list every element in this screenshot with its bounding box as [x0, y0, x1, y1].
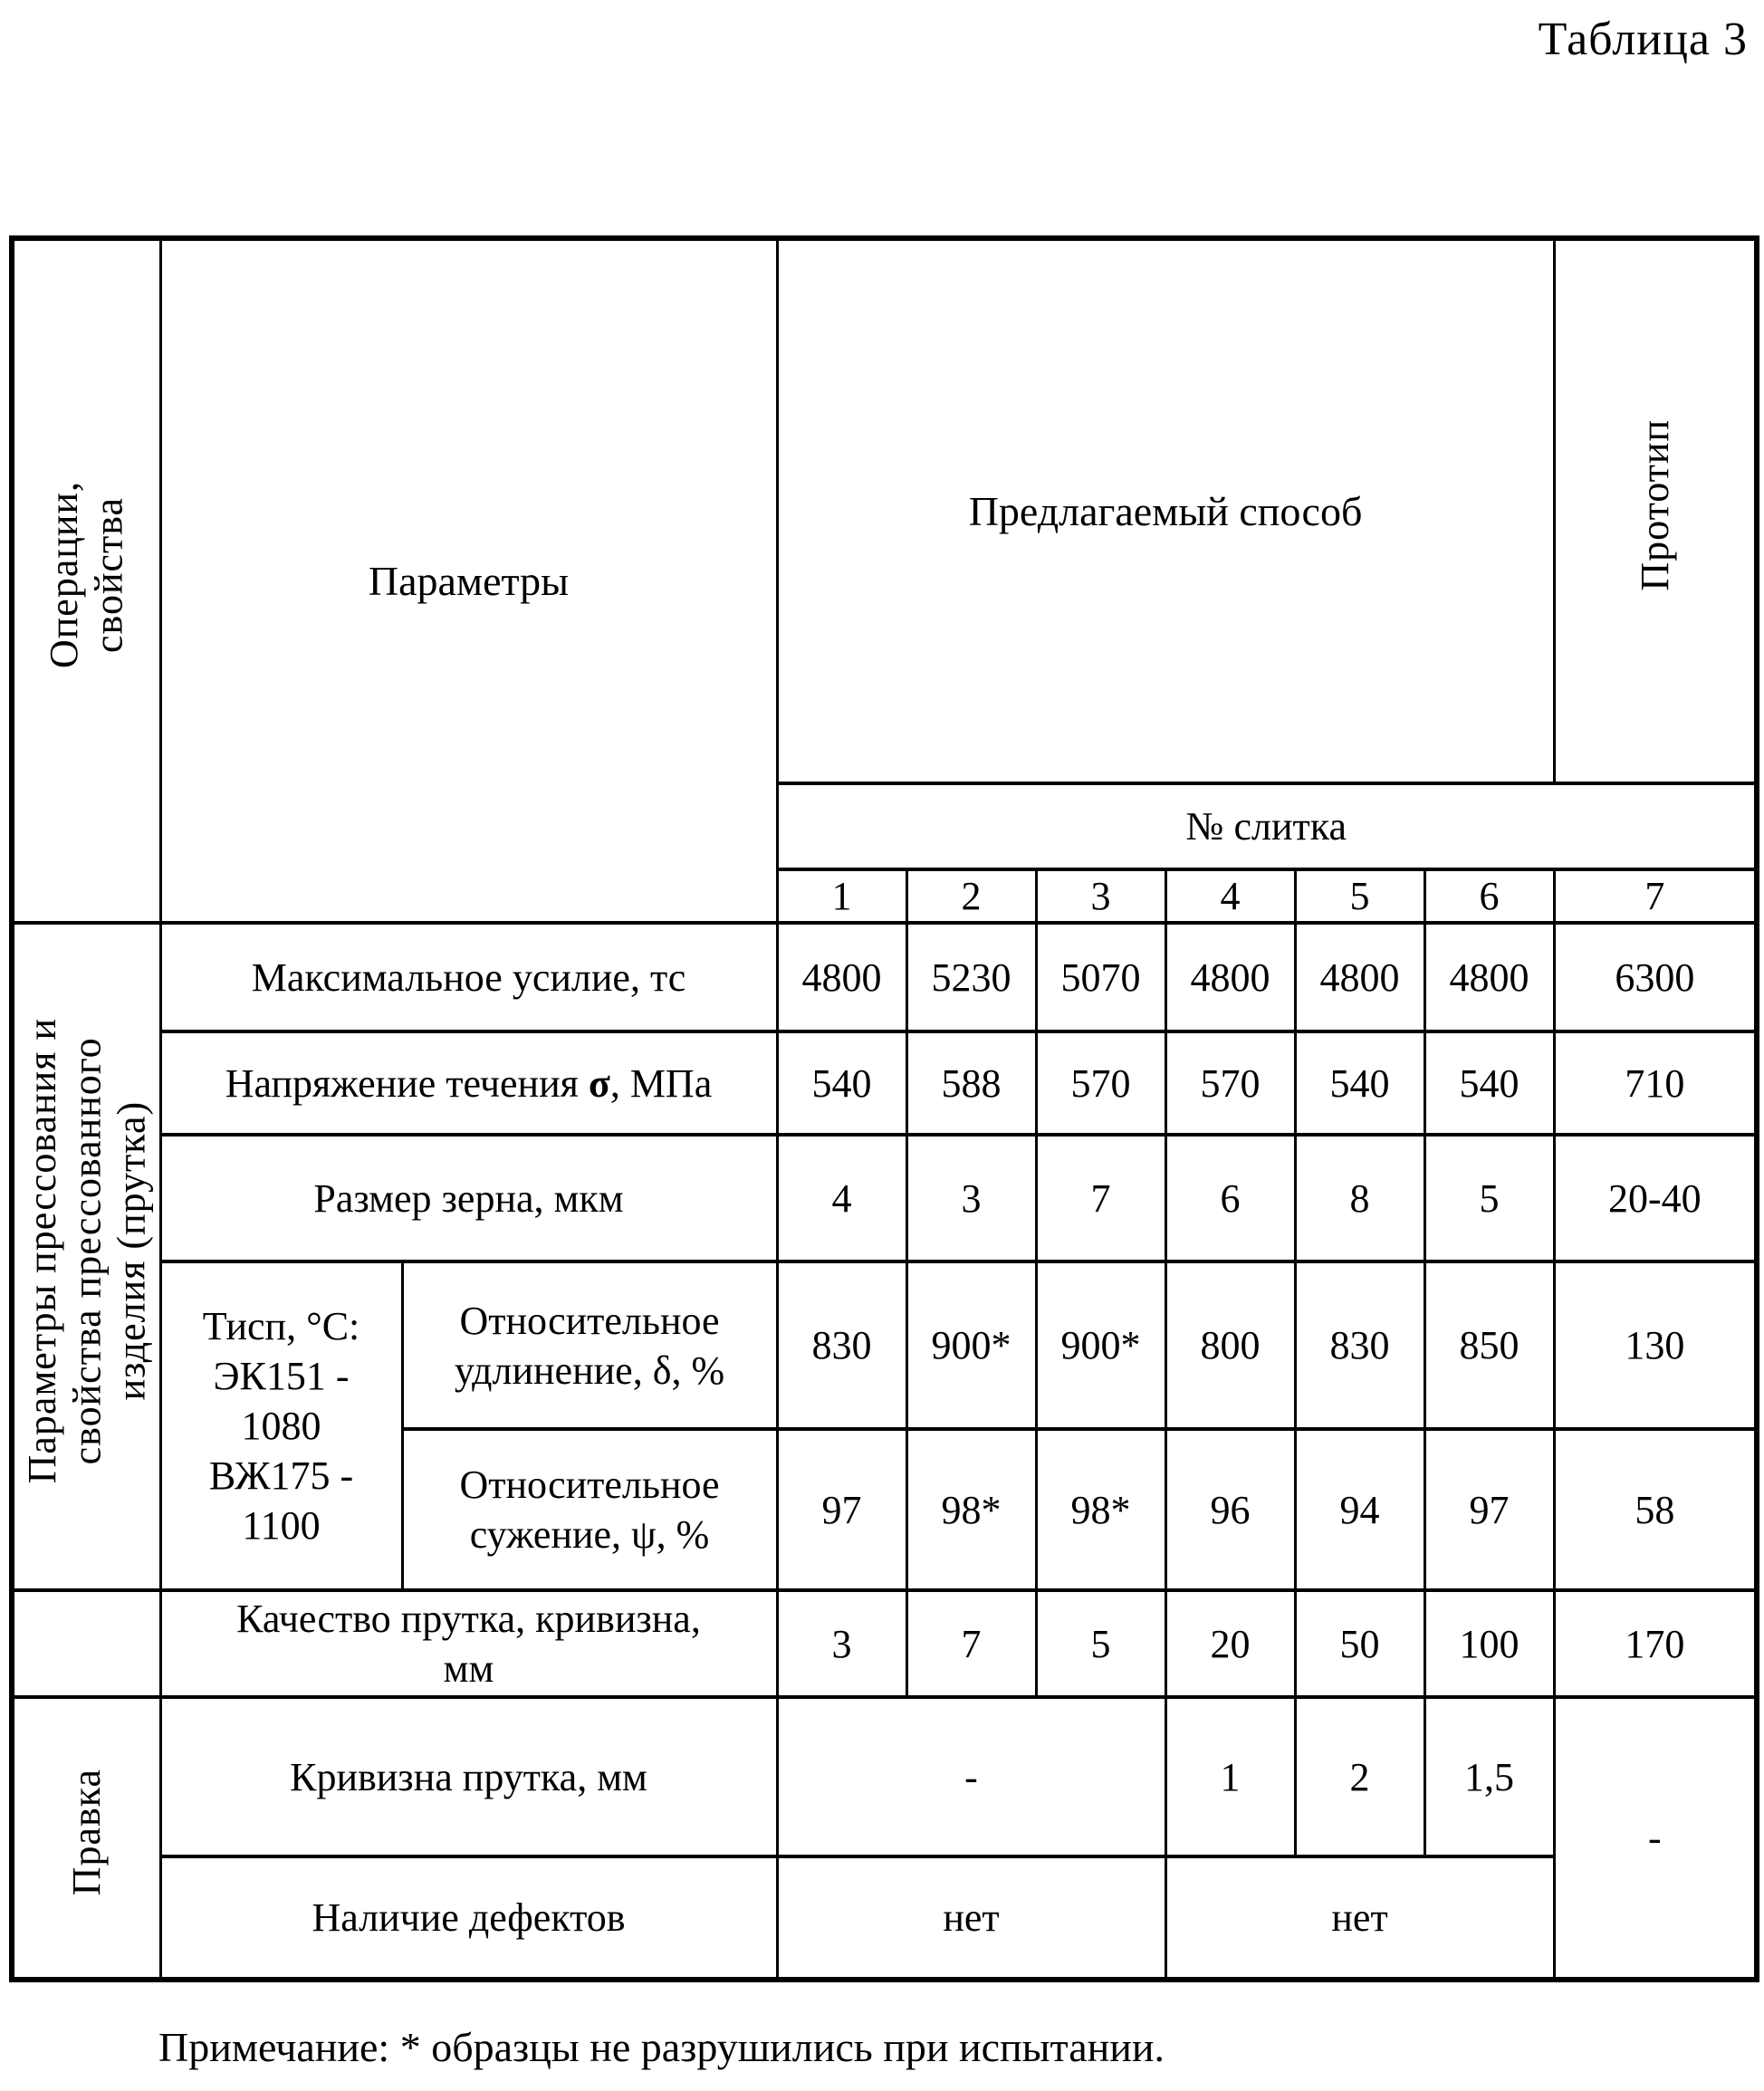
table-cell: 540	[1424, 1031, 1554, 1135]
table-cell: 96	[1165, 1429, 1295, 1590]
table-title: Таблица 3	[1538, 14, 1748, 65]
ingot-number-header: № слитка	[777, 783, 1757, 869]
table-cell: 4800	[1424, 923, 1554, 1031]
grain-size-row	[12, 1135, 1757, 1261]
header-parameters-cell: Параметры	[160, 238, 777, 923]
row-label-flow-stress	[160, 1031, 777, 1135]
row-label-defects: Наличие дефектов	[160, 1856, 777, 1980]
table-cell: 850	[1424, 1261, 1554, 1429]
table-cell: 3	[906, 1135, 1036, 1261]
ingot-number: 1	[777, 869, 906, 923]
results-table	[9, 235, 1759, 1982]
ingot-number: 3	[1036, 869, 1165, 923]
row-label-curvature: Кривизна прутка, мм	[160, 1697, 777, 1856]
table-cell: 100	[1424, 1590, 1554, 1697]
table-cell: 20-40	[1554, 1135, 1757, 1261]
flow-stress-row	[12, 1031, 1757, 1135]
header-row	[12, 238, 1757, 783]
header-operations-cell	[12, 238, 160, 923]
sidebar-pressing-cell	[12, 923, 160, 1590]
table-cell: 1	[1165, 1697, 1295, 1856]
table-cell: 5070	[1036, 923, 1165, 1031]
row-label-reduction: Относительное сужение, ψ, %	[402, 1429, 777, 1590]
table-cell: 97	[1424, 1429, 1554, 1590]
elongation-row	[12, 1261, 1757, 1429]
sidebar-pressing-label: Параметры прессования и свойства прессованного изделия (прутка)	[19, 1017, 154, 1484]
ingot-number: 6	[1424, 869, 1554, 923]
table-cell: 7	[1036, 1135, 1165, 1261]
table-cell: 1,5	[1424, 1697, 1554, 1856]
table-cell: 830	[1295, 1261, 1424, 1429]
row-label-quality: Качество прутка, кривизна, мм	[160, 1590, 777, 1697]
row-label-elongation: Относительное удлинение, δ, %	[402, 1261, 777, 1429]
max-force-row	[12, 923, 1757, 1031]
table-cell: 900*	[906, 1261, 1036, 1429]
header-prototype-label: Прототип	[1632, 419, 1677, 591]
header-operations-label: Операции, свойства	[42, 481, 131, 669]
table-cell: 4	[777, 1135, 906, 1261]
table-cell: 6300	[1554, 923, 1757, 1031]
table-cell: 900*	[1036, 1261, 1165, 1429]
sigma-symbol: σ	[588, 1060, 610, 1106]
flow-stress-label-post: , МПа	[609, 1060, 713, 1106]
table-cell-dash: -	[777, 1697, 1165, 1856]
table-cell: 4800	[1295, 923, 1424, 1031]
table-cell: 50	[1295, 1590, 1424, 1697]
row-label-max-force: Максимальное усилие, тс	[160, 923, 777, 1031]
table-cell: 4800	[1165, 923, 1295, 1031]
table-cell: 98*	[906, 1429, 1036, 1590]
table-cell: 830	[777, 1261, 906, 1429]
table-cell: 5	[1424, 1135, 1554, 1261]
ingot-number: 7	[1554, 869, 1757, 923]
temperature-cell: Тисп, °С: ЭК151 - 1080 ВЖ175 - 1100	[160, 1261, 402, 1590]
table-cell: 540	[1295, 1031, 1424, 1135]
sidebar-pravka-label: Правка	[64, 1768, 110, 1896]
curvature-row	[12, 1697, 1757, 1856]
flow-stress-label-pre: Напряжение течения	[225, 1060, 589, 1106]
table-cell: 2	[1295, 1697, 1424, 1856]
sidebar-empty-cell	[12, 1590, 160, 1697]
ingot-number: 2	[906, 869, 1036, 923]
table-cell: 6	[1165, 1135, 1295, 1261]
table-cell: 7	[906, 1590, 1036, 1697]
defects-row	[12, 1856, 1757, 1980]
table-cell: 710	[1554, 1031, 1757, 1135]
sidebar-pravka-cell	[12, 1697, 160, 1980]
table-cell: 5230	[906, 923, 1036, 1031]
table-cell: 5	[1036, 1590, 1165, 1697]
header-proposed-method-cell: Предлагаемый способ	[777, 238, 1554, 783]
ingot-number: 4	[1165, 869, 1295, 923]
table-cell: 97	[777, 1429, 906, 1590]
table-cell: 3	[777, 1590, 906, 1697]
table-cell-prototype-dash: -	[1554, 1697, 1757, 1980]
table-cell: 170	[1554, 1590, 1757, 1697]
table-cell-defects-left: нет	[777, 1856, 1165, 1980]
table-cell: 4800	[777, 923, 906, 1031]
table-cell: 588	[906, 1031, 1036, 1135]
header-prototype-cell	[1554, 238, 1757, 783]
table-cell: 8	[1295, 1135, 1424, 1261]
table-cell: 98*	[1036, 1429, 1165, 1590]
ingot-number: 5	[1295, 869, 1424, 923]
table-cell: 570	[1036, 1031, 1165, 1135]
table-cell: 94	[1295, 1429, 1424, 1590]
row-label-grain: Размер зерна, мкм	[160, 1135, 777, 1261]
footnote: Примечание: * образцы не разрушились при испытании.	[158, 2024, 1165, 2070]
table-cell: 540	[777, 1031, 906, 1135]
quality-row	[12, 1590, 1757, 1697]
table-cell: 58	[1554, 1429, 1757, 1590]
table-cell: 20	[1165, 1590, 1295, 1697]
table-cell: 570	[1165, 1031, 1295, 1135]
table-cell: 130	[1554, 1261, 1757, 1429]
table-cell: 800	[1165, 1261, 1295, 1429]
table-cell-defects-right: нет	[1165, 1856, 1554, 1980]
